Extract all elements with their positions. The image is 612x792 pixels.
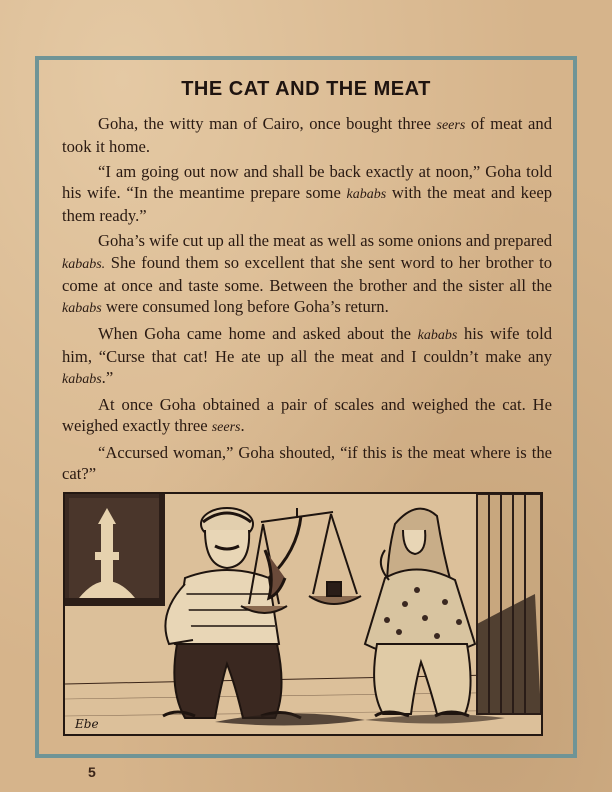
paragraph-2: “I am going out now and shall be back exactly at noon,” Goha told his wife. “In the meantime prepare some kababs with the meat and keep them ready.” (62, 162, 552, 226)
story-text (62, 113, 552, 489)
story-title: THE CAT AND THE MEAT (181, 78, 431, 100)
window (65, 494, 165, 606)
paragraph-6: “Accursed woman,” Goha shouted, “if this is the meat where is the cat?” (62, 443, 552, 484)
door (477, 494, 541, 714)
illustration-drawing (65, 494, 541, 734)
paragraph-5: At once Goha obtained a pair of scales and weighed the cat. He weighed exactly three seers. (62, 395, 552, 436)
artist-signature: Ebe (75, 717, 99, 731)
page-number: 5 (88, 764, 96, 780)
story-illustration (63, 492, 543, 736)
paragraph-1: Goha, the witty man of Cairo, once bought three seers of meat and took it home. (62, 114, 552, 157)
paragraph-4: When Goha came home and asked about the kababs his wife told him, “Curse that cat! He ate up all the meat and I couldn’t make any kababs.” (62, 323, 553, 388)
paragraph-3: Goha’s wife cut up all the meat as well as some onions and prepared kababs. She found them so excellent that she sent word to her brother to come at once and taste some. Between the brother and the sister all the kababs were consumed long before Goha’s return. (62, 231, 552, 316)
